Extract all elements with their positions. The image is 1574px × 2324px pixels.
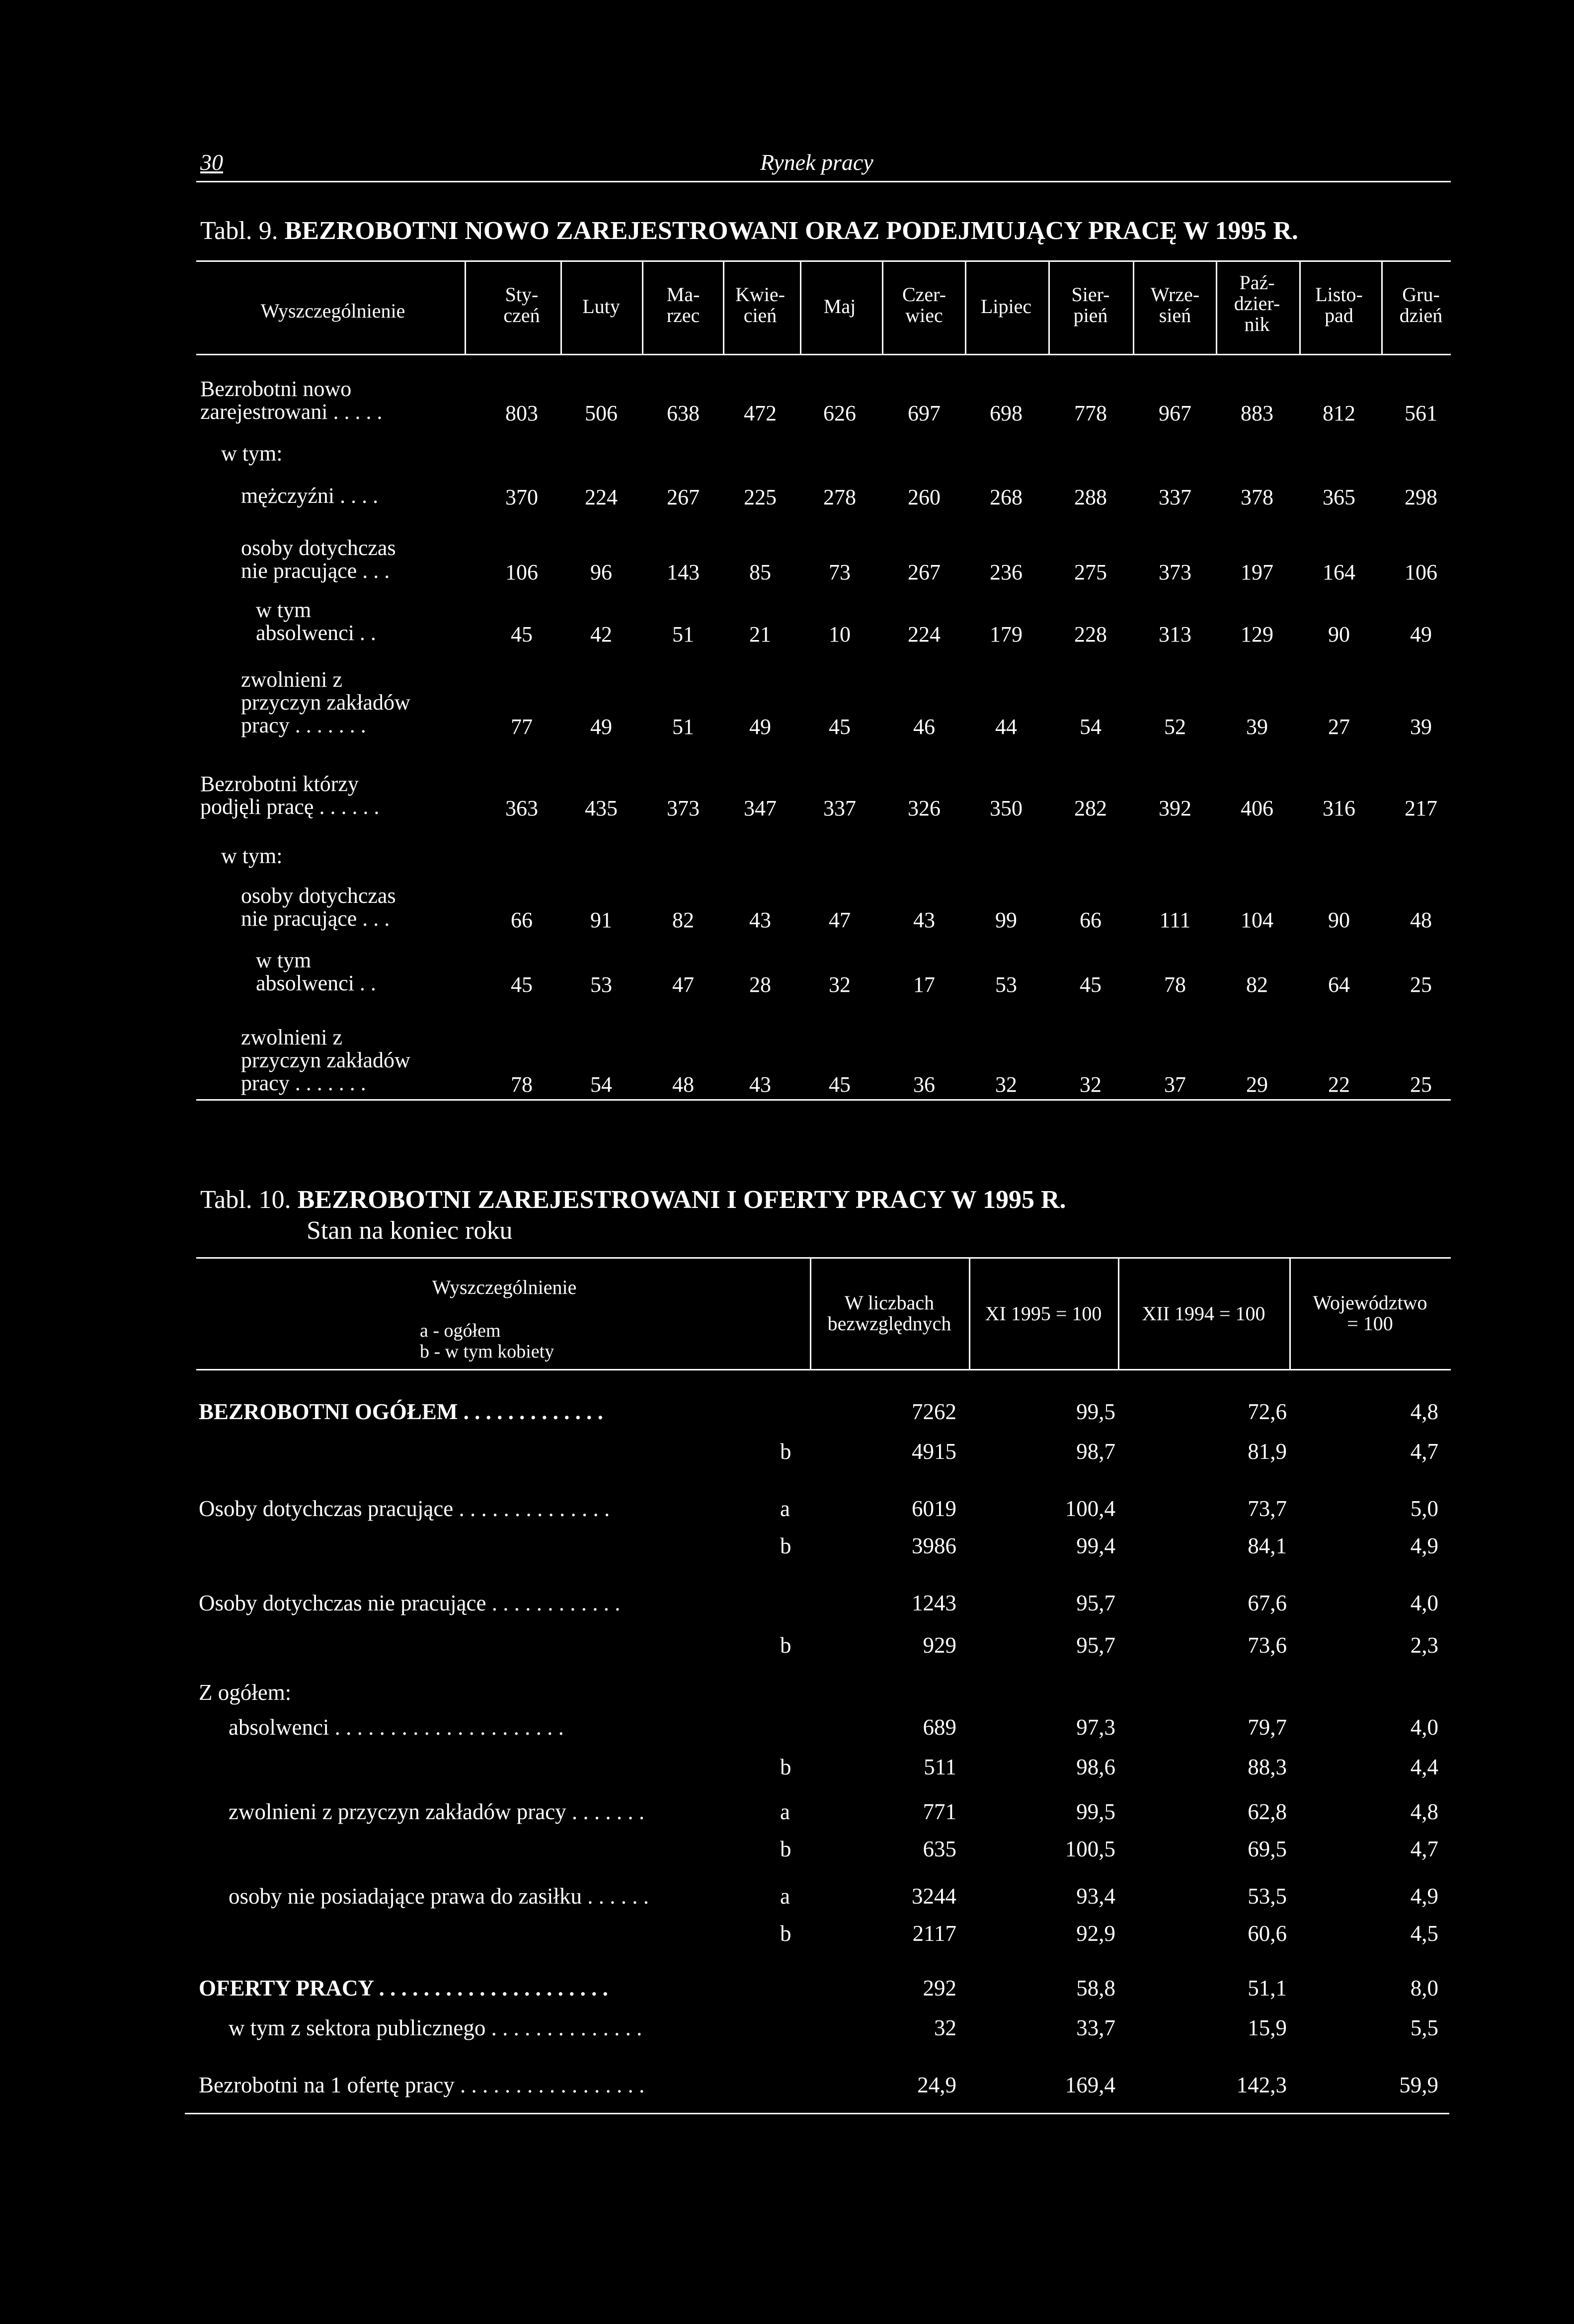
- table9-bottom-rule: [196, 1099, 1451, 1101]
- table9-cell: 43: [749, 908, 771, 932]
- row-label-line: zwolnieni z: [241, 1025, 343, 1049]
- table9-cell: 225: [744, 485, 777, 509]
- month-header-line: Czer-: [902, 283, 946, 306]
- table9-cell: 392: [1159, 796, 1191, 820]
- table9-title-text: BEZROBOTNI NOWO ZAREJESTROWANI ORAZ PODEJMUJĄCY PRACĘ W 1995 R.: [284, 217, 1298, 245]
- month-header-line: Wrze-: [1150, 283, 1200, 306]
- table10-cell: 98,7: [1076, 1439, 1115, 1464]
- table9-cell: 472: [744, 401, 777, 425]
- table9-cell: 106: [1405, 560, 1437, 584]
- table9-cell: 406: [1241, 796, 1273, 820]
- table9-cell: 106: [505, 560, 538, 584]
- table10-cell: 69,5: [1248, 1837, 1287, 1861]
- row-label-line: zwolnieni z: [241, 667, 343, 692]
- table9-cell: 778: [1074, 401, 1107, 425]
- row-label-line: osoby dotychczas: [241, 536, 396, 560]
- table9-cell: 54: [1080, 715, 1102, 739]
- table9-stub-header: Wyszczególnienie: [260, 300, 405, 322]
- table9-row-label: [200, 378, 383, 423]
- table10-cell: 1243: [912, 1591, 956, 1615]
- table10-row-letter: b: [780, 1533, 791, 1558]
- table9-cell: 561: [1405, 401, 1437, 425]
- month-header-line: dzier-: [1234, 292, 1280, 315]
- table10-cell: 59,9: [1399, 2073, 1438, 2097]
- table9-row-label: [200, 773, 379, 818]
- table9-cell: 967: [1159, 401, 1191, 425]
- table10-cell: 24,9: [917, 2073, 956, 2097]
- month-header-line: Sty-: [505, 283, 539, 306]
- month-header-line: Gru-: [1402, 283, 1440, 306]
- table9-cell: 298: [1405, 485, 1437, 509]
- table10-cell: 51,1: [1248, 1976, 1287, 2001]
- table10-top-rule: [196, 1257, 1451, 1259]
- month-header-line: pad: [1325, 304, 1353, 326]
- table9-cell: 29: [1246, 1072, 1268, 1097]
- table9-cell: 73: [829, 560, 851, 584]
- table10-cell: 99,4: [1076, 1533, 1115, 1558]
- table9-cell: 326: [908, 796, 941, 820]
- table9-cell: 803: [505, 401, 538, 425]
- stub-legend-a: a - ogółem: [420, 1320, 501, 1341]
- table9-month-header: [1133, 284, 1217, 326]
- table9-cell: 82: [1246, 972, 1268, 997]
- table10-cell: 8,0: [1410, 1976, 1438, 2001]
- row-label-line: w tym:: [221, 844, 283, 868]
- table9-cell: 129: [1241, 622, 1273, 646]
- col-header-line: Województwo: [1313, 1291, 1427, 1314]
- table9-cell: 236: [990, 560, 1023, 584]
- table9-cell: 143: [667, 560, 700, 584]
- table10-cell: 95,7: [1076, 1591, 1115, 1615]
- table9-cell: 506: [585, 401, 618, 425]
- table9-cell: 85: [749, 560, 771, 584]
- table9-cell: 370: [505, 485, 538, 509]
- row-label-line: przyczyn zakładów: [241, 690, 410, 715]
- table10-col-header: [1289, 1292, 1451, 1334]
- row-label-line: absolwenci . .: [256, 971, 376, 996]
- table10-cell: 4,8: [1410, 1399, 1438, 1424]
- page-number: 30: [200, 150, 223, 175]
- col-header-line: = 100: [1347, 1312, 1393, 1335]
- month-header-line: wiec: [905, 304, 943, 326]
- table10-cell: 4,5: [1410, 1921, 1438, 1946]
- table9-cell: 217: [1405, 796, 1437, 820]
- table9-cell: 638: [667, 401, 700, 425]
- table9-cell: 626: [823, 401, 856, 425]
- month-header-line: Paź-: [1239, 271, 1275, 294]
- row-label-line: osoby dotychczas: [241, 883, 396, 908]
- month-header-line: Kwie-: [735, 283, 785, 306]
- table10-row-letter: b: [780, 1837, 791, 1861]
- table9-cell: 51: [672, 715, 694, 739]
- month-header-line: dzień: [1399, 304, 1443, 326]
- table9-cell: 49: [749, 715, 771, 739]
- table9-cell: 697: [908, 401, 941, 425]
- table10-row-label: Osoby dotychczas nie pracujące . . . . . . . . . . . .: [199, 1591, 621, 1615]
- row-label-line: absolwenci . .: [256, 621, 376, 645]
- table9-month-header: [718, 284, 802, 326]
- table9-cell: 268: [990, 485, 1023, 509]
- table9-row-label: [221, 845, 282, 868]
- table10-cell: 33,7: [1076, 2015, 1115, 2040]
- table9-row-label: [256, 949, 376, 995]
- row-label-line: Bezrobotni którzy: [200, 772, 359, 796]
- table10-cell: 92,9: [1076, 1921, 1115, 1946]
- table9-cell: 43: [913, 908, 935, 932]
- col-header-line: XII 1994 = 100: [1142, 1302, 1265, 1325]
- table9-row-label: [241, 1026, 410, 1095]
- row-label-line: w tym: [256, 598, 312, 622]
- row-label-line: mężczyźni . . . .: [241, 483, 379, 508]
- table9-title: [200, 216, 1298, 245]
- row-label-line: w tym:: [221, 441, 283, 466]
- table10-col-header: [810, 1292, 969, 1334]
- table10-cell: 2,3: [1410, 1633, 1438, 1658]
- table9-cell: 48: [1410, 908, 1432, 932]
- table10-cell: 100,5: [1065, 1837, 1115, 1861]
- table9-cell: 45: [829, 715, 851, 739]
- table9-cell: 267: [908, 560, 941, 584]
- table10-row-letter: b: [780, 1633, 791, 1658]
- table9-cell: 316: [1323, 796, 1355, 820]
- table10-cell: 635: [923, 1837, 956, 1861]
- row-label-line: pracy . . . . . . .: [241, 713, 366, 738]
- table9-cell: 278: [823, 485, 856, 509]
- table10-subtitle: Stan na koniec roku: [307, 1216, 513, 1245]
- table10-cell: 2117: [912, 1921, 956, 1946]
- table9-month-header: [559, 296, 643, 317]
- table10-row-letter: b: [780, 1921, 791, 1946]
- table10-cell: 169,4: [1065, 2073, 1115, 2097]
- table9-row-label: [241, 668, 410, 737]
- table10-cell: 73,6: [1248, 1633, 1287, 1658]
- table9-cell: 179: [990, 622, 1023, 646]
- table9-cell: 698: [990, 401, 1023, 425]
- table9-month-header: [1297, 284, 1381, 326]
- table9-cell: 37: [1164, 1072, 1186, 1097]
- table9-cell: 53: [590, 972, 612, 997]
- table10-cell: 771: [923, 1799, 956, 1824]
- table10-row-label: BEZROBOTNI OGÓŁEM . . . . . . . . . . . . .: [199, 1399, 603, 1424]
- table9-cell: 883: [1241, 401, 1273, 425]
- table10-title-text: BEZROBOTNI ZAREJESTROWANI I OFERTY PRACY W 1995 R.: [297, 1186, 1066, 1214]
- table9-cell: 812: [1323, 401, 1355, 425]
- table10-cell: 81,9: [1248, 1439, 1287, 1464]
- table10-cell: 72,6: [1248, 1399, 1287, 1424]
- table9-cell: 197: [1241, 560, 1273, 584]
- table10-number: Tabl. 10.: [200, 1186, 291, 1214]
- table9-cell: 28: [749, 972, 771, 997]
- table9-top-rule: [196, 260, 1451, 262]
- table10-cell: 292: [923, 1976, 956, 2001]
- table9-row-label: [256, 599, 376, 644]
- table10-cell: 95,7: [1076, 1633, 1115, 1658]
- table10-cell: 5,5: [1410, 2015, 1438, 2040]
- row-label-line: przyczyn zakładów: [241, 1048, 410, 1073]
- table10-row-label: Bezrobotni na 1 ofertę pracy . . . . . . . . . . . . . . . . .: [199, 2073, 645, 2097]
- table10-cell: 84,1: [1248, 1533, 1287, 1558]
- month-header-line: rzec: [666, 304, 700, 326]
- month-header-line: Lipiec: [980, 295, 1032, 318]
- col-header-line: W liczbach: [844, 1291, 935, 1314]
- month-header-line: Listo-: [1315, 283, 1363, 306]
- table9-cell: 224: [585, 485, 618, 509]
- table10-cell: 58,8: [1076, 1976, 1115, 2001]
- table9-cell: 347: [744, 796, 777, 820]
- table9-cell: 39: [1410, 715, 1432, 739]
- table9-cell: 66: [1080, 908, 1102, 932]
- table9-cell: 99: [995, 908, 1017, 932]
- row-label-line: Bezrobotni nowo: [200, 377, 352, 401]
- table9-cell: 224: [908, 622, 941, 646]
- table9-cell: 337: [823, 796, 856, 820]
- table10-row-letter: a: [780, 1496, 790, 1521]
- table9-cell: 27: [1328, 715, 1350, 739]
- table10-cell: 99,5: [1076, 1799, 1115, 1824]
- table10-row-label: zwolnieni z przyczyn zakładów pracy . . . . . . .: [229, 1799, 645, 1824]
- table9-row-label: [241, 884, 396, 930]
- table9-month-header: [1215, 272, 1299, 335]
- table9-cell: 337: [1159, 485, 1191, 509]
- table9-cell: 282: [1074, 796, 1107, 820]
- table10-cell: 511: [924, 1755, 956, 1779]
- table10-cell: 100,4: [1065, 1496, 1115, 1521]
- table10-row-letter: a: [780, 1799, 790, 1824]
- table9-cell: 96: [590, 560, 612, 584]
- table9-cell: 77: [511, 715, 533, 739]
- table9-cell: 275: [1074, 560, 1107, 584]
- table9-cell: 47: [829, 908, 851, 932]
- table10-cell: 97,3: [1076, 1715, 1115, 1740]
- row-label-line: w tym: [256, 948, 312, 972]
- table10-cell: 4,8: [1410, 1799, 1438, 1824]
- month-header-line: Ma-: [666, 283, 700, 306]
- month-header-line: nik: [1244, 313, 1270, 335]
- table9-month-header: [1379, 284, 1463, 326]
- table10-col-header: [1118, 1303, 1289, 1324]
- table9-cell: 260: [908, 485, 941, 509]
- table10-cell: 5,0: [1410, 1496, 1438, 1521]
- table9-cell: 228: [1074, 622, 1107, 646]
- table9-month-header: [479, 284, 564, 326]
- month-header-line: sień: [1159, 304, 1191, 326]
- table9-cell: 10: [829, 622, 851, 646]
- table9-cell: 313: [1159, 622, 1191, 646]
- table10-cell: 4,7: [1410, 1837, 1438, 1861]
- table10-cell: 4,0: [1410, 1715, 1438, 1740]
- table10-bottom-rule: [185, 2113, 1449, 2114]
- header-rule: [196, 181, 1451, 182]
- month-header-line: Maj: [823, 295, 856, 318]
- table9-col-divider: [465, 262, 466, 354]
- table10-row-label: w tym z sektora publicznego . . . . . . . . . . . . . .: [229, 2015, 642, 2040]
- table9-cell: 90: [1328, 908, 1350, 932]
- table10-cell: 99,5: [1076, 1399, 1115, 1424]
- table9-cell: 378: [1241, 485, 1273, 509]
- table9-cell: 21: [749, 622, 771, 646]
- table10-cell: 67,6: [1248, 1591, 1287, 1615]
- table9-cell: 45: [1080, 972, 1102, 997]
- table10-title: [200, 1185, 1066, 1214]
- month-header-line: pień: [1073, 304, 1108, 326]
- table9-cell: 104: [1241, 908, 1273, 932]
- table10-cell: 15,9: [1248, 2015, 1287, 2040]
- table10-row-letter: b: [780, 1439, 791, 1464]
- table9-cell: 54: [590, 1072, 612, 1097]
- col-header-line: XI 1995 = 100: [985, 1302, 1102, 1325]
- table10-cell: 53,5: [1248, 1884, 1287, 1909]
- table9-row-label: [241, 484, 378, 507]
- table9-cell: 32: [829, 972, 851, 997]
- table9-cell: 49: [590, 715, 612, 739]
- table10-cell: 73,7: [1248, 1496, 1287, 1521]
- table10-cell: 6019: [912, 1496, 956, 1521]
- table9-month-header: [882, 284, 966, 326]
- table9-row-label: [241, 537, 396, 582]
- table9-cell: 51: [672, 622, 694, 646]
- table10-row-label: osoby nie posiadające prawa do zasiłku . . . . . .: [229, 1884, 649, 1909]
- table10-cell: 3244: [912, 1884, 956, 1909]
- table9-cell: 373: [1159, 560, 1191, 584]
- table9-cell: 47: [672, 972, 694, 997]
- table10-header-rule: [196, 1369, 1451, 1370]
- table9-cell: 45: [511, 622, 533, 646]
- table10-stub-legend: [420, 1321, 554, 1362]
- table9-month-header: [964, 296, 1048, 317]
- table9-cell: 25: [1410, 972, 1432, 997]
- table9-cell: 91: [590, 908, 612, 932]
- table10-cell: 79,7: [1248, 1715, 1287, 1740]
- table10-cell: 7262: [912, 1399, 956, 1424]
- col-header-line: bezwzględnych: [827, 1312, 951, 1335]
- table9-cell: 53: [995, 972, 1017, 997]
- table9-cell: 267: [667, 485, 700, 509]
- table10-cell: 88,3: [1248, 1755, 1287, 1779]
- stub-legend-b: b - w tym kobiety: [420, 1341, 554, 1362]
- table9-cell: 45: [829, 1072, 851, 1097]
- stub-header-label: Wyszczególnienie: [432, 1276, 577, 1298]
- table9-cell: 42: [590, 622, 612, 646]
- table9-cell: 373: [667, 796, 700, 820]
- table10-cell: 4915: [912, 1439, 956, 1464]
- table9-cell: 52: [1164, 715, 1186, 739]
- table10-row-label: Osoby dotychczas pracujące . . . . . . . . . . . . . .: [199, 1496, 610, 1521]
- table9-cell: 78: [1164, 972, 1186, 997]
- table9-cell: 365: [1323, 485, 1355, 509]
- table9-cell: 44: [995, 715, 1017, 739]
- row-label-line: pracy . . . . . . .: [241, 1071, 366, 1096]
- month-header-line: czeń: [503, 304, 540, 326]
- table9-header-rule: [196, 354, 1451, 355]
- table10-cell: 4,9: [1410, 1884, 1438, 1909]
- table10-cell: 4,0: [1410, 1591, 1438, 1615]
- table10-cell: 4,4: [1410, 1755, 1438, 1779]
- table9-cell: 78: [511, 1072, 533, 1097]
- table9-cell: 17: [913, 972, 935, 997]
- table9-cell: 32: [1080, 1072, 1102, 1097]
- table9-cell: 45: [511, 972, 533, 997]
- running-title: Rynek pracy: [760, 150, 873, 175]
- table9-month-header: [797, 296, 882, 317]
- month-header-line: cień: [743, 304, 777, 326]
- row-label-line: nie pracujące . . .: [241, 559, 390, 583]
- table9-row-label: [221, 442, 282, 465]
- row-label-line: nie pracujące . . .: [241, 906, 390, 931]
- table10-cell: 3986: [912, 1533, 956, 1558]
- table10-cell: 929: [923, 1633, 956, 1658]
- table10-cell: 62,8: [1248, 1799, 1287, 1824]
- table10-cell: 689: [923, 1715, 956, 1740]
- table10-cell: 142,3: [1236, 2073, 1287, 2097]
- table9-cell: 363: [505, 796, 538, 820]
- row-label-line: podjęli pracę . . . . . .: [200, 795, 380, 819]
- table10-cell: 4,7: [1410, 1439, 1438, 1464]
- table9-cell: 48: [672, 1072, 694, 1097]
- row-label-line: zarejestrowani . . . . .: [200, 400, 383, 424]
- table10-row-label: absolwenci . . . . . . . . . . . . . . . . . . . . .: [229, 1715, 564, 1740]
- table9-cell: 64: [1328, 972, 1350, 997]
- table9-month-header: [641, 284, 725, 326]
- table10-row-label: Z ogółem:: [199, 1680, 292, 1705]
- table9-cell: 66: [511, 908, 533, 932]
- table9-cell: 90: [1328, 622, 1350, 646]
- table9-cell: 49: [1410, 622, 1432, 646]
- table10-row-label: OFERTY PRACY . . . . . . . . . . . . . . . . . . . . .: [199, 1976, 608, 2001]
- table9-cell: 46: [913, 715, 935, 739]
- table10-col-header: [969, 1303, 1118, 1324]
- table10-cell: 4,9: [1410, 1533, 1438, 1558]
- table9-cell: 32: [995, 1072, 1017, 1097]
- table10-row-letter: a: [780, 1884, 790, 1909]
- table9-month-header: [1048, 284, 1133, 326]
- month-header-line: Sier-: [1071, 283, 1110, 306]
- table9-cell: 111: [1159, 908, 1191, 932]
- table10-cell: 60,6: [1248, 1921, 1287, 1946]
- month-header-line: Luty: [582, 295, 620, 318]
- table10-cell: 93,4: [1076, 1884, 1115, 1909]
- table9-cell: 22: [1328, 1072, 1350, 1097]
- table10-cell: 32: [934, 2015, 956, 2040]
- table9-cell: 25: [1410, 1072, 1432, 1097]
- table9-cell: 435: [585, 796, 618, 820]
- table9-number: Tabl. 9.: [200, 217, 278, 245]
- table9-cell: 36: [913, 1072, 935, 1097]
- table10-stub-header: [199, 1277, 810, 1298]
- table9-cell: 82: [672, 908, 694, 932]
- table9-cell: 164: [1323, 560, 1355, 584]
- table9-cell: 39: [1246, 715, 1268, 739]
- table10-cell: 98,6: [1076, 1755, 1115, 1779]
- table9-cell: 350: [990, 796, 1023, 820]
- table10-row-letter: b: [780, 1755, 791, 1779]
- table9-cell: 288: [1074, 485, 1107, 509]
- table9-cell: 43: [749, 1072, 771, 1097]
